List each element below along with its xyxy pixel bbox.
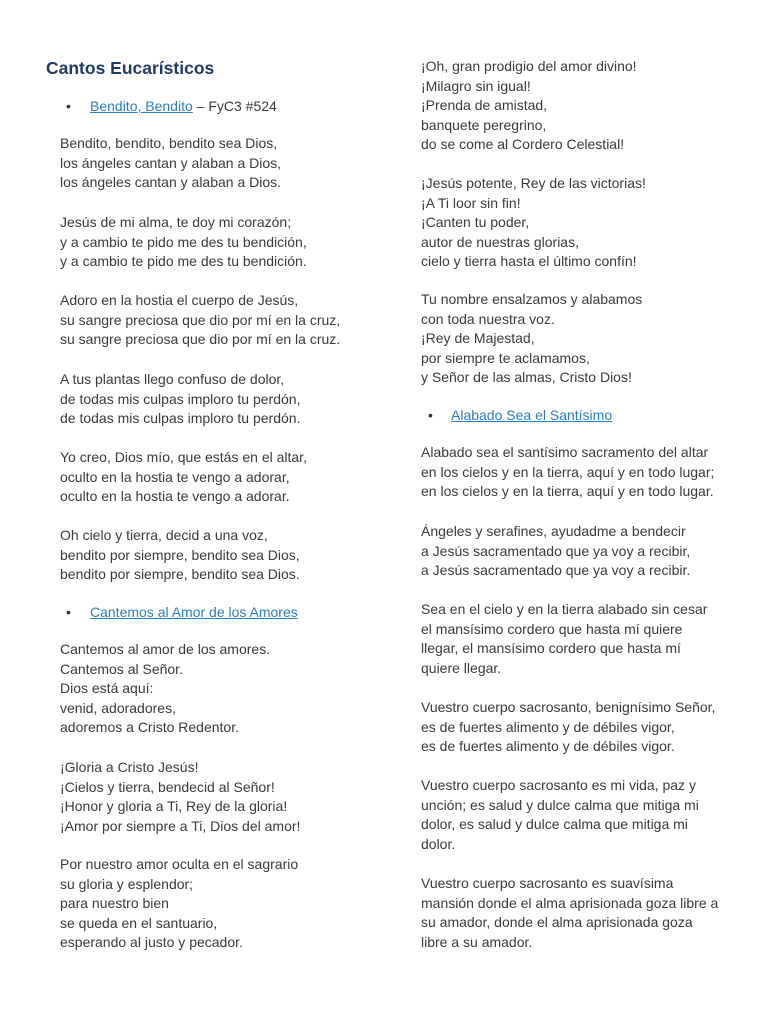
lyric-line: con toda nuestra voz.: [421, 310, 555, 327]
stanza: [421, 698, 715, 757]
lyric-line: dolor, es salud y dulce calma que mitiga mi: [421, 816, 688, 833]
lyric-line: ¡Oh, gran prodigio del amor divino!: [421, 58, 637, 74]
document-title: Cantos Eucarísticos: [46, 58, 215, 78]
lyric-line: Dios está aquí:: [60, 680, 154, 697]
song-link-bendito-bendito[interactable]: Bendito, Bendito: [90, 98, 193, 114]
lyric-line: a Jesús sacramentado que ya voy a recibir.: [421, 562, 691, 579]
lyric-line: ¡Amor por siempre a Ti, Dios del amor!: [60, 817, 301, 834]
lyric-line: de todas mis culpas imploro tu perdón.: [60, 410, 301, 427]
lyric-line: y a cambio te pido me des tu bendición,: [60, 233, 307, 250]
stanza: [421, 443, 714, 502]
lyric-line: unción; es salud y dulce calma que mitiga mi: [421, 796, 699, 813]
stanza: [60, 370, 300, 429]
lyric-line: Alabado sea el santísimo sacramento del altar: [421, 444, 709, 460]
lyric-line: ¡Milagro sin igual!: [421, 77, 531, 94]
lyric-line: oculto en la hostia te vengo a adorar.: [60, 488, 290, 505]
list-bullet: •: [428, 407, 433, 423]
lyric-line: bendito por siempre, bendito sea Dios.: [60, 566, 300, 583]
lyric-line: Vuestro cuerpo sacrosanto es suavísima: [421, 875, 674, 891]
lyric-line: Adoro en la hostia el cuerpo de Jesús,: [60, 292, 299, 308]
lyric-line: Yo creo, Dios mío, que estás en el altar,: [60, 449, 307, 465]
lyric-line: los ángeles cantan y alaban a Dios.: [60, 174, 282, 191]
lyric-line: libre a su amador.: [421, 933, 533, 950]
lyric-line: venid, adoradores,: [60, 699, 176, 716]
lyric-line: Oh cielo y tierra, decid a una voz,: [60, 527, 268, 543]
lyric-line: se queda en el santuario,: [60, 914, 218, 931]
lyric-line: y Señor de las almas, Cristo Dios!: [421, 369, 632, 386]
lyric-line: en los cielos y en la tierra, aquí y en todo lugar;: [421, 463, 715, 480]
lyric-line: cielo y tierra hasta el último confín!: [421, 253, 637, 270]
list-bullet: •: [66, 604, 71, 620]
lyric-line: mansión donde el alma aprisionada goza libre a: [421, 894, 719, 911]
stanza: [60, 526, 300, 585]
lyric-line: esperando al justo y pecador.: [60, 934, 243, 951]
lyric-line: adoremos a Cristo Redentor.: [60, 719, 239, 736]
lyric-line: dolor.: [421, 835, 456, 852]
stanza: [60, 758, 300, 836]
stanza: [421, 600, 707, 678]
stanza: [421, 776, 699, 854]
lyric-line: oculto en la hostia te vengo a adorar,: [60, 468, 290, 485]
lyric-line: su gloria y esplendor;: [60, 875, 194, 892]
stanza: [421, 290, 642, 388]
stanza: [421, 57, 637, 155]
song-heading: [451, 406, 612, 426]
lyric-line: su amador, donde el alma aprisionada goza: [421, 914, 693, 931]
lyric-line: es de fuertes alimento y de débiles vigor.: [421, 738, 675, 755]
song-heading: [90, 603, 298, 623]
lyric-line: do se come al Cordero Celestial!: [421, 136, 625, 153]
lyric-line: ¡Honor y gloria a Ti, Rey de la gloria!: [60, 798, 288, 815]
lyric-line: a Jesús sacramentado que ya voy a recibir,: [421, 542, 691, 559]
lyric-line: de todas mis culpas imploro tu perdón,: [60, 390, 301, 407]
lyric-line: ¡Rey de Majestad,: [421, 330, 535, 347]
lyric-line: banquete peregrino,: [421, 116, 547, 133]
stanza: [60, 213, 307, 272]
lyric-line: ¡Gloria a Cristo Jesús!: [60, 759, 199, 775]
lyric-line: quiere llegar.: [421, 659, 502, 676]
lyric-line: su sangre preciosa que dio por mí en la cruz,: [60, 311, 341, 328]
lyric-line: bendito por siempre, bendito sea Dios,: [60, 546, 300, 563]
lyric-line: su sangre preciosa que dio por mí en la cruz.: [60, 331, 341, 348]
stanza: [421, 522, 690, 581]
lyric-line: ¡Prenda de amistad,: [421, 97, 548, 114]
song-link-alabado-sea[interactable]: Alabado Sea el Santísimo: [451, 407, 613, 423]
lyric-line: Vuestro cuerpo sacrosanto, benignísimo Señor,: [421, 699, 716, 715]
lyric-line: y a cambio te pido me des tu bendición.: [60, 253, 307, 270]
stanza: [60, 291, 340, 350]
list-bullet: •: [66, 98, 71, 114]
lyric-line: Por nuestro amor oculta en el sagrario: [60, 856, 299, 872]
lyric-line: ¡Jesús potente, Rey de las victorias!: [421, 175, 646, 191]
stanza: [60, 640, 270, 738]
lyric-line: Cantemos al amor de los amores.: [60, 641, 271, 657]
stanza: [421, 874, 718, 952]
lyric-line: los ángeles cantan y alaban a Dios,: [60, 154, 282, 171]
lyric-line: es de fuertes alimento y de débiles vigor,: [421, 718, 675, 735]
lyric-line: para nuestro bien: [60, 895, 169, 912]
stanza: [60, 134, 281, 193]
stanza: [60, 448, 307, 507]
stanza: [60, 855, 298, 953]
lyric-line: por siempre te aclamamos,: [421, 349, 590, 366]
lyric-line: Sea en el cielo y en la tierra alabado sin cesar: [421, 601, 708, 617]
song-link-cantemos-al-amor[interactable]: Cantemos al Amor de los Amores: [90, 604, 298, 620]
lyric-line: Tu nombre ensalzamos y alabamos: [421, 291, 643, 307]
lyric-line: en los cielos y en la tierra, aquí y en todo lugar.: [421, 483, 714, 500]
lyric-line: Vuestro cuerpo sacrosanto es mi vida, paz y: [421, 777, 696, 793]
lyric-line: Jesús de mi alma, te doy mi corazón;: [60, 214, 292, 230]
lyric-line: el mansísimo cordero que hasta mí quiere: [421, 620, 683, 637]
lyric-line: autor de nuestras glorias,: [421, 233, 579, 250]
song-hymnal-ref: – FyC3 #524: [192, 98, 277, 114]
lyric-line: ¡Cielos y tierra, bendecid al Señor!: [60, 778, 275, 795]
lyric-line: llegar, el mansísimo cordero que hasta mí: [421, 640, 681, 657]
lyric-line: ¡A Ti loor sin fin!: [421, 194, 521, 211]
lyric-line: Bendito, bendito, bendito sea Dios,: [60, 135, 278, 151]
lyric-line: A tus plantas llego confuso de dolor,: [60, 371, 285, 387]
stanza: [421, 174, 646, 272]
lyric-line: Cantemos al Señor.: [60, 660, 183, 677]
lyric-line: Ángeles y serafines, ayudadme a bendecir: [421, 523, 686, 539]
lyric-line: ¡Canten tu poder,: [421, 214, 530, 231]
song-heading: [90, 97, 277, 117]
